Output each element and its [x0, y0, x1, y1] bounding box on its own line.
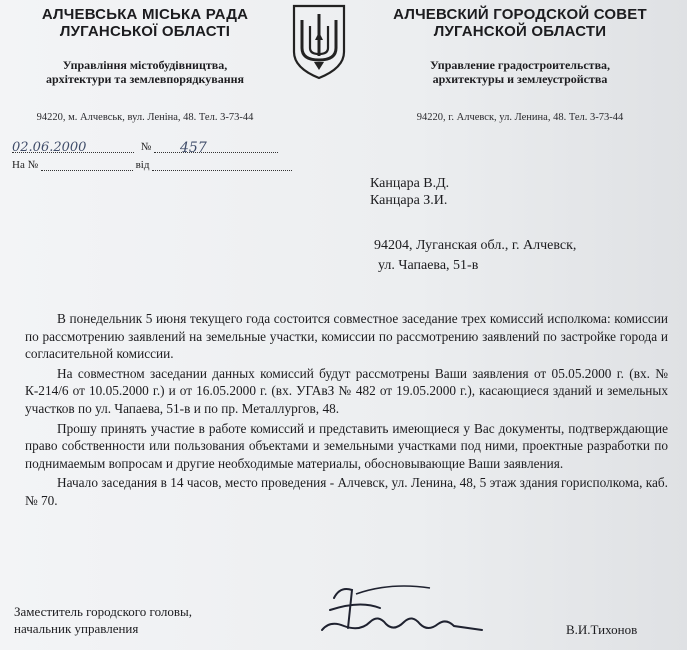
vid-field: [152, 158, 292, 171]
handwritten-signature: [300, 580, 490, 640]
signatory-title-line1: Заместитель городского головы,: [14, 604, 193, 619]
addressee: [370, 175, 449, 209]
reference-outgoing: [12, 140, 278, 156]
na-label: На №: [12, 159, 39, 171]
org-name-line1: АЛЧЕВСЬКА МІСЬКА РАДА: [41, 6, 249, 23]
department-ru-line1: Управление градостроительства,: [429, 58, 611, 72]
na-field: [41, 158, 133, 171]
letter-body: [25, 310, 668, 510]
signatory-name: В.И.Тихонов: [566, 622, 638, 637]
vid-label: від: [135, 159, 150, 171]
addressee-name2: Канцара З.И.: [370, 193, 448, 208]
letterhead-right: [360, 6, 680, 124]
addressee-address-line2: ул. Чапаева, 51-в: [378, 258, 479, 273]
handwritten-date: 02.06.2000: [12, 140, 87, 155]
org-name-line2: ЛУГАНСЬКОЇ ОБЛАСТІ: [59, 23, 231, 40]
number-field: [154, 140, 278, 156]
trident-emblem-icon: [288, 2, 350, 80]
signatory-title: [14, 603, 192, 637]
body-paragraph-2: На совместном заседании данных комиссий будут рассмотрены Ваши заявления от 05.05.2000 г. (вх. № К-214/6 от 10.05.2000 г.) и от 16.05.2000 г. (вх. УГАвЗ № 482 от 19.05.2000 г.), касающиеся зданий и земельных участков по ул. Чапаева, 51-в и по пр. Металлургов, 48.: [25, 365, 668, 416]
addressee-address: [374, 236, 576, 276]
org-name-ru-line1: АЛЧЕВСКИЙ ГОРОДСКОЙ СОВЕТ: [393, 6, 647, 23]
org-name-ru-line2: ЛУГАНСКОЙ ОБЛАСТИ: [433, 23, 607, 40]
department-ru-line2: архитектуры и землеустройства: [432, 72, 608, 86]
date-field: [12, 140, 134, 153]
org-address: 94220, м. Алчевськ, вул. Леніна, 48. Тел. 3-73-44: [36, 112, 254, 123]
department-line2: архітектури та землевпорядкування: [45, 72, 245, 86]
body-paragraph-4: Начало заседания в 14 часов, место проведения - Алчевск, ул. Ленина, 48, 5 этаж здания горисполкома, каб. № 70.: [25, 475, 668, 508]
number-sign: №: [140, 141, 152, 153]
body-paragraph-1: В понедельник 5 июня текущего года состоится совместное заседание трех комиссий исполкома: комиссии по рассмотрению заявлений на земельные участки, комиссии по рассмотрению заявлений по застройке города и согласительной комиссии.: [25, 311, 668, 362]
department-line1: Управління містобудівництва,: [62, 58, 228, 72]
handwritten-number: 457: [180, 140, 207, 156]
addressee-name1: Канцара В.Д.: [370, 176, 450, 191]
org-address-ru: 94220, г. Алчевск, ул. Ленина, 48. Тел. 3-73-44: [416, 112, 624, 123]
addressee-address-line1: 94204, Луганская обл., г. Алчевск,: [374, 238, 577, 253]
body-paragraph-3: Прошу принять участие в работе комиссий и представить имеющиеся у Вас документы, подтверждающие право собственности или пользования объектами и земельными участками под ними, проектные разработки по поднимаемым вопросам и другие необходимые материалы, обосновывающие Ваши заявления.: [25, 420, 668, 471]
reference-incoming: [12, 158, 292, 171]
signatory-title-line2: начальник управления: [14, 621, 139, 636]
letterhead-left: [20, 6, 270, 124]
